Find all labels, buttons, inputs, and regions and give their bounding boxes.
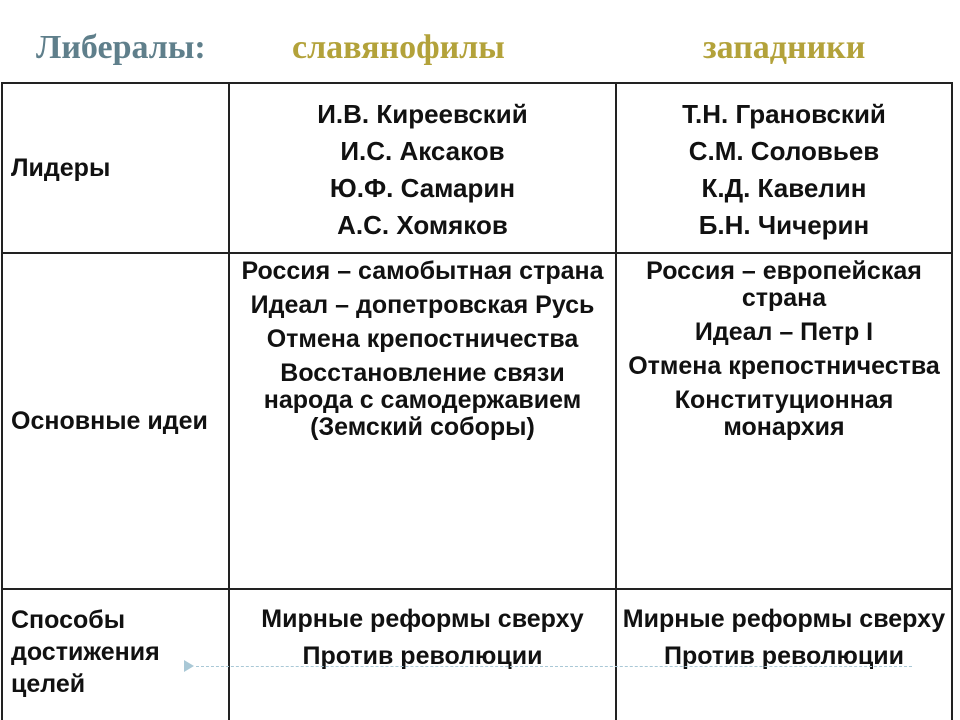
list-item: Идеал – допетровская Русь bbox=[250, 291, 595, 319]
row-label-leaders: Лидеры bbox=[2, 83, 229, 253]
list-item: Т.Н. Грановский bbox=[682, 99, 886, 129]
table-row-methods bbox=[2, 589, 952, 720]
list-item: И.В. Киреевский bbox=[317, 99, 528, 129]
list-item: И.С. Аксаков bbox=[340, 136, 505, 166]
list-item: С.М. Соловьев bbox=[688, 136, 880, 166]
list-item: Против революции bbox=[663, 642, 904, 670]
westerners-leaders-cell bbox=[616, 83, 952, 253]
slavophiles-ideas-list bbox=[230, 254, 615, 441]
list-item: Идеал – Петр I bbox=[694, 318, 874, 346]
list-item: Конституционная монархия bbox=[674, 386, 894, 441]
slavophiles-leaders-cell bbox=[229, 83, 616, 253]
slavophiles-methods-list bbox=[230, 590, 615, 672]
slavophiles-ideas-cell bbox=[229, 253, 616, 589]
list-item: Б.Н. Чичерин bbox=[698, 210, 870, 240]
list-item: Мирные реформы сверху bbox=[622, 605, 946, 633]
triangle-right-icon bbox=[184, 660, 194, 672]
liberals-heading: Либералы: bbox=[36, 29, 206, 66]
list-item: Отмена крепостничества bbox=[266, 325, 579, 353]
westerners-leaders-list bbox=[617, 84, 951, 244]
decorative-dashed-line bbox=[196, 666, 912, 667]
list-item: Мирные реформы сверху bbox=[261, 605, 584, 633]
westerners-heading: западники bbox=[703, 29, 866, 66]
list-item: Против революции bbox=[302, 642, 543, 670]
westerners-methods-list bbox=[617, 590, 951, 672]
list-item: Россия – европейская страна bbox=[646, 257, 922, 312]
table-row-ideas bbox=[2, 253, 952, 589]
row-label-methods: Способы достижения целей bbox=[2, 589, 229, 720]
table-row-leaders bbox=[2, 83, 952, 253]
list-item: А.С. Хомяков bbox=[337, 210, 508, 240]
list-item: Россия – самобытная страна bbox=[241, 257, 604, 285]
westerners-methods-cell bbox=[616, 589, 952, 720]
slavophiles-heading: славянофилы bbox=[292, 29, 505, 66]
slavophiles-methods-cell bbox=[229, 589, 616, 720]
list-item: Восстановление связи народа с самодержавием (Земский соборы) bbox=[263, 359, 582, 441]
list-item: К.Д. Кавелин bbox=[701, 173, 867, 203]
list-item: Отмена крепостничества bbox=[628, 352, 940, 380]
list-item: Ю.Ф. Самарин bbox=[329, 173, 516, 203]
slavophiles-leaders-list bbox=[230, 84, 615, 244]
westerners-ideas-cell bbox=[616, 253, 952, 589]
comparison-table bbox=[1, 82, 953, 720]
row-label-ideas: Основные идеи bbox=[2, 253, 229, 589]
westerners-ideas-list bbox=[617, 254, 951, 441]
